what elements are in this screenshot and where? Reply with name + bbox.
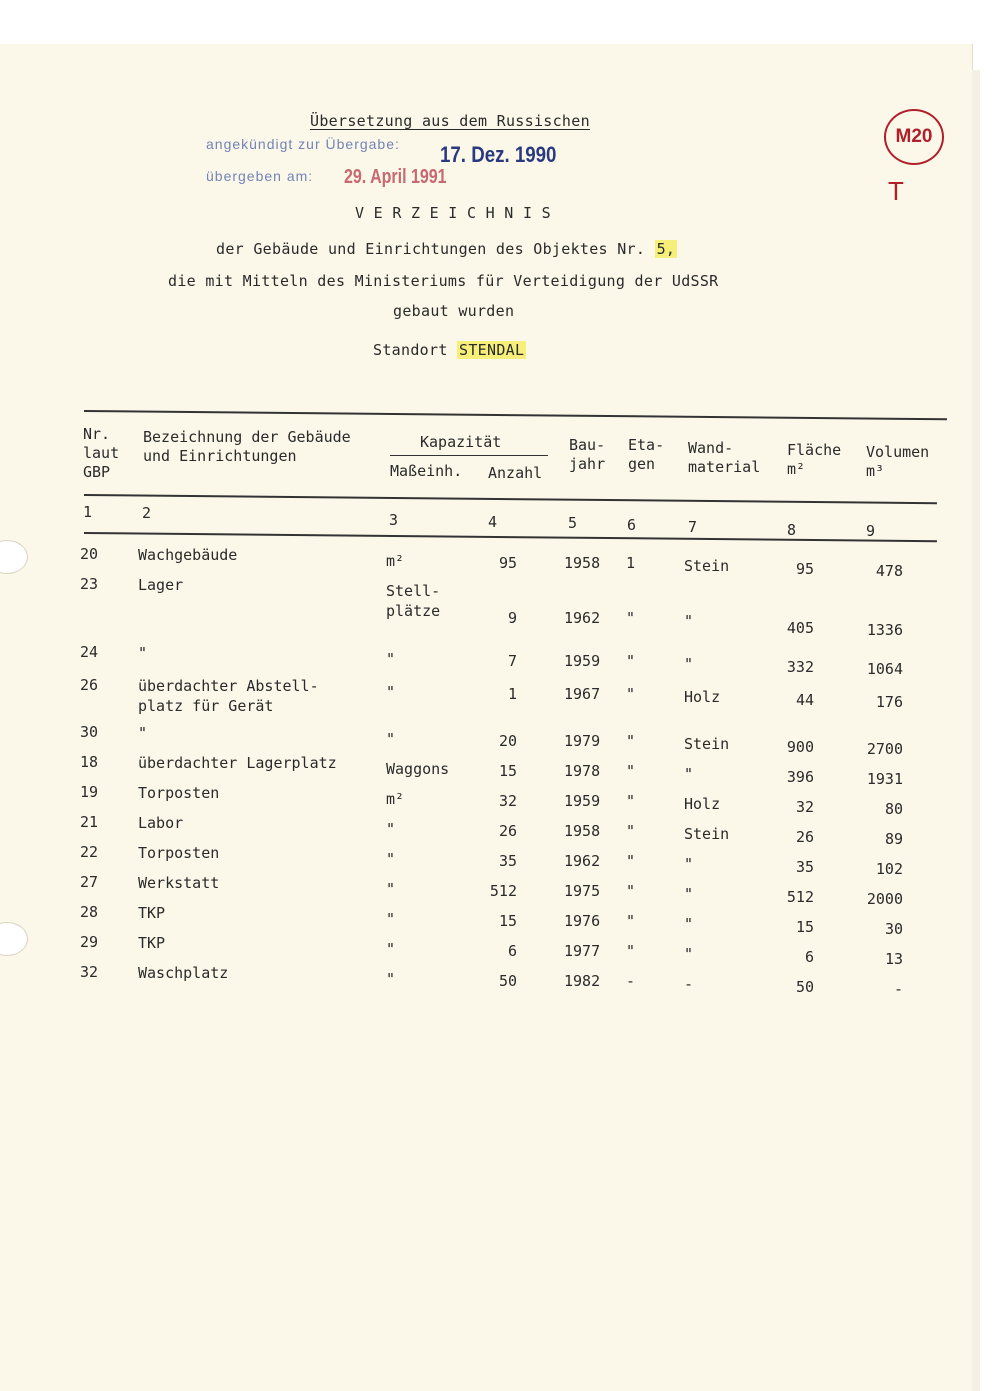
table-cell-volume: 2700 xyxy=(866,740,903,758)
document-heading: V E R Z E I C H N I S xyxy=(355,204,551,222)
title-line-1-text: der Gebäude und Einrichtungen des Objektes Nr. xyxy=(216,240,646,258)
table-cell-area: 32 xyxy=(795,798,814,816)
table-cell-year: 1975 xyxy=(564,882,601,900)
table-cell-area: 95 xyxy=(795,560,814,578)
table-cell-count: 9 xyxy=(507,609,517,627)
stamp-announced-date: 17. Dez. 1990 xyxy=(440,142,557,167)
header-wall: Wand- material xyxy=(688,439,761,476)
table-cell-name: überdachter Lagerplatz xyxy=(138,754,337,772)
table-cell-year: 1978 xyxy=(564,762,601,780)
table-cell-year: 1979 xyxy=(564,732,601,750)
table-cell-nr: 20 xyxy=(80,545,99,563)
table-cell-nr: 29 xyxy=(80,933,99,951)
table-cell-area: 26 xyxy=(795,828,814,846)
table-cell-wall: " xyxy=(684,945,694,963)
table-cell-year: 1958 xyxy=(564,822,601,840)
table-cell-name: Waschplatz xyxy=(138,964,229,982)
table-cell-floors: " xyxy=(626,652,636,670)
colnum-2: 2 xyxy=(142,504,152,522)
table-cell-wall: Stein xyxy=(684,825,730,843)
table-cell-wall: Stein xyxy=(684,735,730,753)
table-cell-name: TKP xyxy=(138,934,166,952)
colnum-5: 5 xyxy=(568,514,578,532)
table-cell-floors: - xyxy=(626,972,636,990)
table-cell-volume: 80 xyxy=(884,800,903,818)
table-cell-wall: " xyxy=(684,655,694,673)
stamp-handed-date: 29. April 1991 xyxy=(344,166,447,188)
table-cell-year: 1982 xyxy=(564,972,601,990)
table-cell-volume: 13 xyxy=(884,950,903,968)
table-cell-floors: " xyxy=(626,685,636,703)
archive-mark: M20 xyxy=(895,126,933,147)
table-cell-area: 332 xyxy=(786,658,814,676)
table-cell-area: 50 xyxy=(795,978,814,996)
table-cell-floors: " xyxy=(626,882,636,900)
table-cell-year: 1967 xyxy=(564,685,601,703)
header-floors: Eta- gen xyxy=(628,436,665,473)
table-cell-floors: " xyxy=(626,609,636,627)
table-cell-area: 900 xyxy=(786,738,814,756)
table-cell-unit: " xyxy=(386,850,396,868)
header-nr: Nr. laut GBP xyxy=(83,425,120,481)
table-cell-unit: " xyxy=(386,820,396,838)
colnum-8: 8 xyxy=(787,521,797,539)
table-cell-year: 1958 xyxy=(564,554,601,572)
table-cell-floors: " xyxy=(626,732,636,750)
table-cell-count: 15 xyxy=(498,762,517,780)
table-cell-year: 1976 xyxy=(564,912,601,930)
table-cell-count: 20 xyxy=(498,732,517,750)
table-cell-nr: 30 xyxy=(80,723,99,741)
colnum-9: 9 xyxy=(866,522,876,540)
archive-mark-circle xyxy=(884,109,944,165)
table-cell-volume: 89 xyxy=(884,830,903,848)
table-cell-area: 35 xyxy=(795,858,814,876)
table-cell-name: Labor xyxy=(138,814,184,832)
table-cell-year: 1977 xyxy=(564,942,601,960)
table-cell-name: Lager xyxy=(138,576,184,594)
location-line xyxy=(373,341,526,359)
table-cell-floors: " xyxy=(626,792,636,810)
table-cell-unit: m² xyxy=(386,790,405,808)
table-cell-unit: " xyxy=(386,970,396,988)
table-cell-area: 15 xyxy=(795,918,814,936)
table-cell-nr: 18 xyxy=(80,753,99,771)
table-cell-volume: 478 xyxy=(875,562,903,580)
header-volume: Volumen m³ xyxy=(866,443,930,480)
table-cell-nr: 22 xyxy=(80,843,99,861)
colnum-7: 7 xyxy=(688,518,698,536)
table-cell-area: 396 xyxy=(786,768,814,786)
table-cell-nr: 21 xyxy=(80,813,99,831)
table-cell-name: TKP xyxy=(138,904,166,922)
title-line-1 xyxy=(216,240,677,258)
header-area: Fläche m² xyxy=(787,441,842,478)
table-cell-count: 50 xyxy=(498,972,517,990)
object-number: 5, xyxy=(656,240,676,258)
table-cell-nr: 27 xyxy=(80,873,99,891)
table-cell-wall: Holz xyxy=(684,795,721,813)
header-name: Bezeichnung der Gebäude und Einrichtungen xyxy=(143,428,351,465)
table-cell-unit: " xyxy=(386,910,396,928)
table-cell-name: Torposten xyxy=(138,784,220,802)
table-cell-area: 405 xyxy=(786,619,814,637)
table-cell-wall: - xyxy=(684,975,694,993)
table-cell-wall: " xyxy=(684,915,694,933)
table-cell-area: 6 xyxy=(804,948,814,966)
table-cell-volume: 30 xyxy=(884,920,903,938)
title-line-3: gebaut wurden xyxy=(393,302,515,320)
stamp-announced-label: angekündigt zur Übergabe: xyxy=(206,136,400,152)
table-cell-wall: " xyxy=(684,885,694,903)
header-unit: Maßeinh. xyxy=(390,462,463,480)
table-cell-floors: 1 xyxy=(626,554,636,572)
table-cell-volume: 176 xyxy=(875,693,903,711)
table-cell-wall: " xyxy=(684,855,694,873)
table-cell-count: 6 xyxy=(507,942,517,960)
table-cell-unit: m² xyxy=(386,552,405,570)
table-cell-floors: " xyxy=(626,762,636,780)
table-cell-area: 512 xyxy=(786,888,814,906)
table-cell-name: " xyxy=(138,644,148,662)
table-cell-year: 1959 xyxy=(564,792,601,810)
table-cell-nr: 24 xyxy=(80,643,99,661)
table-cell-unit: " xyxy=(386,683,396,701)
table-cell-year: 1962 xyxy=(564,852,601,870)
capacity-rule xyxy=(390,455,548,456)
table-cell-unit: " xyxy=(386,880,396,898)
table-cell-volume: 2000 xyxy=(866,890,903,908)
table-cell-count: 35 xyxy=(498,852,517,870)
table-cell-volume: 1931 xyxy=(866,770,903,788)
table-cell-nr: 19 xyxy=(80,783,99,801)
table-cell-count: 1 xyxy=(507,685,517,703)
table-cell-nr: 28 xyxy=(80,903,99,921)
table-cell-nr: 32 xyxy=(80,963,99,981)
table-cell-name: Wachgebäude xyxy=(138,546,238,564)
table-cell-count: 32 xyxy=(498,792,517,810)
red-mark: T xyxy=(888,176,904,206)
table-cell-year: 1959 xyxy=(564,652,601,670)
location-value: STENDAL xyxy=(459,341,525,359)
table-cell-wall: Stein xyxy=(684,557,730,575)
stamp-handed-label: übergeben am: xyxy=(206,168,314,184)
translation-note: Übersetzung aus dem Russischen xyxy=(310,112,590,130)
table-cell-name: " xyxy=(138,724,148,742)
table-cell-floors: " xyxy=(626,912,636,930)
table-cell-count: 95 xyxy=(498,554,517,572)
colnum-3: 3 xyxy=(389,511,399,529)
colnum-4: 4 xyxy=(488,513,498,531)
table-cell-volume: 102 xyxy=(875,860,903,878)
table-cell-wall: Holz xyxy=(684,688,721,706)
table-cell-count: 15 xyxy=(498,912,517,930)
table-cell-wall: " xyxy=(684,765,694,783)
colnum-1: 1 xyxy=(83,503,93,521)
table-cell-nr: 26 xyxy=(80,676,99,694)
table-cell-unit: Stell- plätze xyxy=(386,582,441,620)
table-cell-wall: " xyxy=(684,612,694,630)
table-cell-nr: 23 xyxy=(80,575,99,593)
location-label: Standort xyxy=(373,341,448,359)
colnum-6: 6 xyxy=(627,516,637,534)
table-cell-count: 7 xyxy=(507,652,517,670)
table-cell-count: 512 xyxy=(489,882,517,900)
table-cell-volume: - xyxy=(893,980,903,998)
header-capacity: Kapazität xyxy=(420,433,502,451)
table-cell-unit: " xyxy=(386,940,396,958)
table-cell-floors: " xyxy=(626,822,636,840)
table-cell-name: Werkstatt xyxy=(138,874,220,892)
table-cell-floors: " xyxy=(626,942,636,960)
table-cell-area: 44 xyxy=(795,691,814,709)
table-cell-volume: 1336 xyxy=(866,621,903,639)
title-line-2: die mit Mitteln des Ministeriums für Verteidigung der UdSSR xyxy=(168,272,719,290)
table-cell-unit: " xyxy=(386,650,396,668)
header-count: Anzahl xyxy=(488,464,543,482)
page-edge xyxy=(972,70,980,1391)
table-cell-floors: " xyxy=(626,852,636,870)
table-cell-unit: Waggons xyxy=(386,760,450,778)
table-cell-name: überdachter Abstell- platz für Gerät xyxy=(138,677,319,715)
table-cell-year: 1962 xyxy=(564,609,601,627)
table-cell-unit: " xyxy=(386,730,396,748)
header-year: Bau- jahr xyxy=(569,436,606,473)
table-cell-name: Torposten xyxy=(138,844,220,862)
table-cell-count: 26 xyxy=(498,822,517,840)
table-cell-volume: 1064 xyxy=(866,660,903,678)
